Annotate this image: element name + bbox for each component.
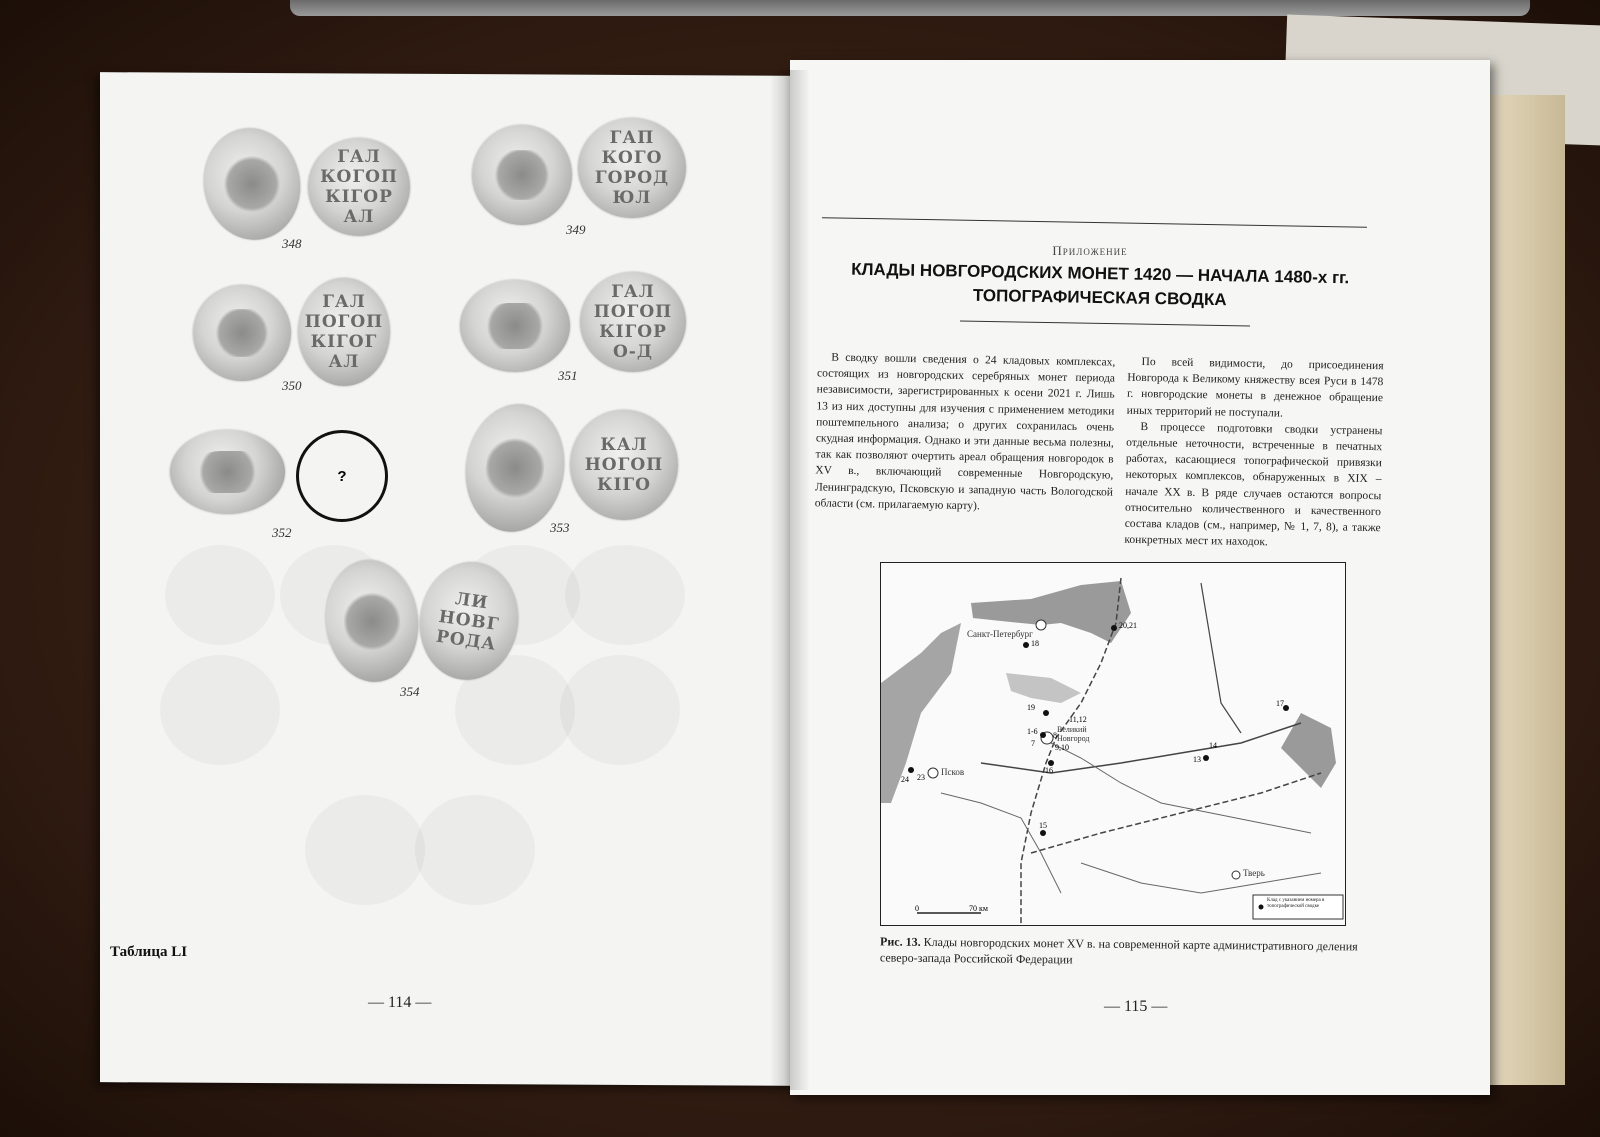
river xyxy=(1081,863,1321,893)
map-label-novgorod: Великий Новгород xyxy=(1057,725,1090,743)
map-label-spb: Санкт-Петербург xyxy=(967,629,1033,639)
city-marker-pskov xyxy=(928,768,938,778)
find-label: 20,21 xyxy=(1119,621,1137,630)
ghost-coin xyxy=(160,655,280,765)
coin-number: 348 xyxy=(282,236,302,251)
city-marker-tver xyxy=(1232,871,1240,879)
paragraph: По всей видимости, до присоединения Новгорода к Великому княжеству всея Руси в 1478 г. новгородские монеты в денежное обращение иных территорий не поступали. xyxy=(1126,356,1384,420)
coin-350-obverse xyxy=(193,285,291,381)
rybinsk-reservoir xyxy=(1281,713,1336,788)
find-marker xyxy=(1040,830,1046,836)
find-label: 16 xyxy=(1045,766,1053,775)
page-number-right: — 115 — xyxy=(1104,998,1168,1015)
paragraph: В процессе подготовки сводки устранены отдельные неточности, встреченные в печатных работах, касающиеся топографической привязки некоторых комплексов, обнаруженных в XIX – начале XX в. В ряде случаев остаются вопросы относительно количественного и качественного состава кладов (см., например, № 1, 7, 8), а также конкретных мест их находок. xyxy=(1124,420,1383,549)
find-label: 14 xyxy=(1209,741,1217,750)
page-number-left: — 114 — xyxy=(368,994,432,1011)
ghost-coin xyxy=(565,545,685,645)
find-marker xyxy=(1111,625,1117,631)
region-border xyxy=(1031,773,1321,853)
find-label: 15 xyxy=(1039,821,1047,830)
legend-text: Клад с указанием номера в топографической сводке xyxy=(1267,898,1325,909)
find-label: 24 xyxy=(901,775,909,784)
ghost-coin xyxy=(415,795,535,905)
city-marker-spb xyxy=(1036,620,1046,630)
coin-351-obverse xyxy=(460,280,570,372)
coin-351-reverse: ГАЛ ПОГОП КІГОР О-Д xyxy=(580,272,686,372)
region-border xyxy=(1201,583,1241,733)
book-gutter xyxy=(770,70,810,1090)
find-label: 7 xyxy=(1031,739,1035,748)
find-label: 23 xyxy=(917,773,925,782)
coin-352-obverse xyxy=(170,430,285,514)
find-marker xyxy=(908,767,914,773)
paragraph: В сводку вошли сведения о 24 кладовых комплексах, состоящих из новгородских серебряных монет периода независимости, зарегистрированных к осени 2021 г. Лишь 13 из них доступны для изучения с применением методики поштемпельного анализа; о других сохранилась очень скудная информация. Однако и эти данные весьма полезны, так как позволяют очертить ареал обращения новгородок в XV в., включающий современные Новгородскую, Ленинградскую, Псковскую и западную часть Вологодской области (см. прилагаемую карту). xyxy=(814,351,1116,513)
caption-label: Рис. 13. xyxy=(880,934,921,949)
find-label: 11,12 xyxy=(1069,715,1087,724)
map-figure xyxy=(880,562,1346,926)
appendix-heading: Приложение xyxy=(1052,243,1128,258)
coin-349-reverse: ГАП КОГО ГОРОД ЮЛ xyxy=(578,118,686,218)
ghost-coin xyxy=(560,655,680,765)
find-marker xyxy=(1023,642,1029,648)
lake xyxy=(1006,673,1081,703)
find-marker xyxy=(1203,755,1209,761)
legend-marker xyxy=(1259,905,1264,910)
coin-number: 354 xyxy=(400,684,420,699)
find-marker xyxy=(1043,710,1049,716)
coin-353-reverse: КАЛ НОГОП КІГО xyxy=(570,410,678,520)
coin-number: 352 xyxy=(272,525,292,540)
laptop-edge xyxy=(290,0,1530,16)
find-marker xyxy=(1040,732,1046,738)
coin-348-reverse: ГАЛ КОГОП КІГОР АЛ xyxy=(308,138,410,236)
text-column-2 xyxy=(1124,354,1383,553)
title-line-2: ТОПОГРАФИЧЕСКАЯ СВОДКА xyxy=(972,285,1227,310)
find-label: 13 xyxy=(1193,755,1201,764)
page-title xyxy=(830,257,1371,314)
coin-number: 353 xyxy=(550,520,570,535)
coin-number: 350 xyxy=(282,378,302,393)
river xyxy=(1051,743,1311,833)
coin-350-reverse: ГАЛ ПОГОП КІГОГ АЛ xyxy=(298,278,390,386)
coin-number: 351 xyxy=(558,368,578,383)
missing-coin-placeholder: ? xyxy=(296,430,388,522)
find-label: 18 xyxy=(1031,639,1039,648)
title-line-1: КЛАДЫ НОВГОРОДСКИХ МОНЕТ 1420 — НАЧАЛА 1480-х гг. xyxy=(851,259,1350,288)
river xyxy=(941,793,1061,893)
figure-caption xyxy=(880,933,1370,970)
text-column-1 xyxy=(815,349,1116,516)
coin-number: 349 xyxy=(566,222,586,237)
scale-zero: 0 xyxy=(915,904,919,913)
ghost-coin xyxy=(165,545,275,645)
find-label: 8 xyxy=(1053,731,1057,740)
ghost-coin xyxy=(305,795,425,905)
map-label-tver: Тверь xyxy=(1243,868,1265,878)
map-label-pskov: Псков xyxy=(941,767,965,777)
find-label: 19 xyxy=(1027,703,1035,712)
find-label: 1-6 xyxy=(1027,727,1038,736)
coin-354-reverse: ЛИ НОВГ РОДА xyxy=(412,556,525,686)
find-label: 9,10 xyxy=(1055,743,1069,752)
find-label: 17 xyxy=(1276,699,1284,708)
coin-349-obverse xyxy=(472,125,572,225)
map-svg xyxy=(881,563,1345,925)
caption-text: Клады новгородских монет XV в. на современной карте административного деления северо-запада Российской Федерации xyxy=(879,934,1358,967)
table-label: Таблица LI xyxy=(110,944,188,960)
scale-label: 70 км xyxy=(969,904,988,913)
